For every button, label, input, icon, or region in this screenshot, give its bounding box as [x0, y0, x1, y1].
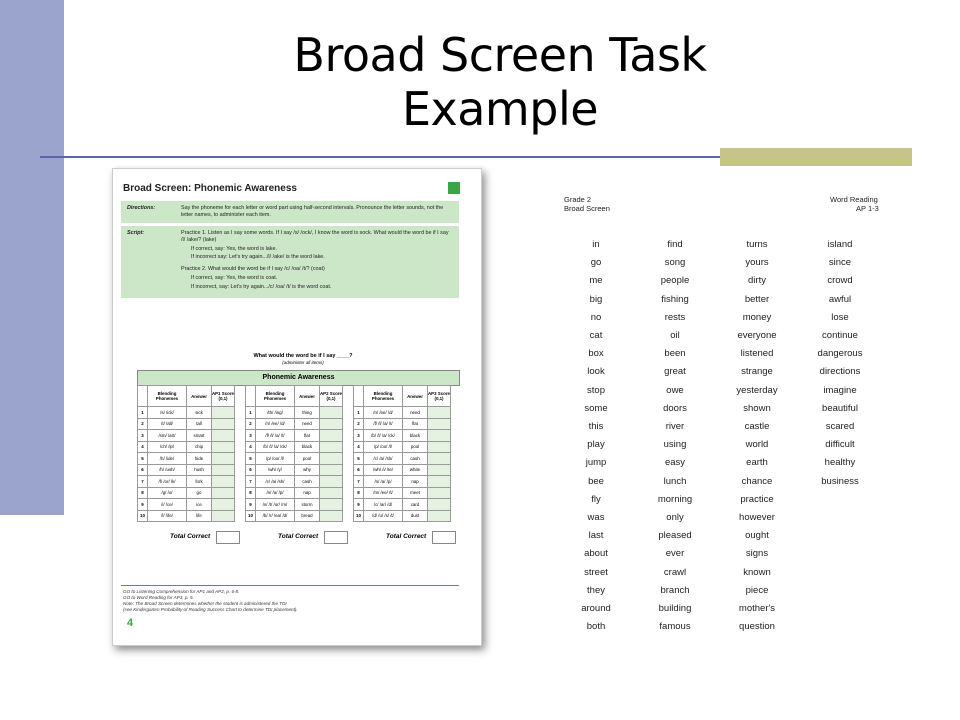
- word-item: branch: [660, 584, 690, 596]
- word-item: however: [739, 512, 775, 523]
- title-underline-accent: [720, 148, 912, 166]
- word-item: difficult: [825, 439, 855, 451]
- answer-cell: pool: [403, 441, 428, 453]
- word-item: morning: [657, 493, 693, 505]
- word-item: building: [658, 603, 692, 614]
- answer-cell: white: [403, 464, 428, 476]
- word-item: beautiful: [822, 402, 858, 414]
- answer-cell: card: [403, 499, 428, 511]
- score-cell: [212, 499, 235, 511]
- word-item: directions: [819, 366, 861, 378]
- word-item: no: [590, 311, 602, 323]
- word-item: owe: [666, 384, 684, 396]
- item-number: 5: [354, 453, 364, 465]
- word-item: crawl: [663, 566, 687, 578]
- word-item: song: [664, 257, 686, 269]
- ap1-table: [137, 385, 235, 522]
- word-item: about: [584, 548, 608, 560]
- phonemic-awareness-page: [112, 168, 482, 646]
- table-row: [354, 407, 451, 419]
- item-number: 10: [354, 510, 364, 522]
- word-item: awful: [828, 293, 852, 305]
- answer-cell: pool: [295, 453, 320, 465]
- word-item: oil: [670, 330, 680, 341]
- answer-cell: hush: [187, 464, 212, 476]
- table-row: [246, 418, 343, 430]
- question-subtext: (administer all items): [282, 360, 324, 365]
- col-header-number: [354, 386, 364, 407]
- answer-cell: hide: [187, 453, 212, 465]
- word-item: was: [587, 512, 605, 523]
- phoneme-cell: /c/ /ar/ /d/: [364, 499, 403, 511]
- answer-cell: cash: [403, 453, 428, 465]
- item-number: 3: [354, 430, 364, 442]
- word-item: people: [660, 275, 690, 287]
- answer-cell: fork: [187, 476, 212, 488]
- script-box: [121, 226, 459, 298]
- phoneme-cell: /f/ /or/ /k/: [148, 476, 187, 488]
- table-row: [246, 441, 343, 453]
- word-item: me: [589, 275, 603, 287]
- script-line: If incorrect, say: Let's try again.../c/ /oa/ /t/ is the word coat.: [191, 284, 332, 290]
- score-cell: [320, 487, 343, 499]
- answer-cell: nap: [403, 476, 428, 488]
- grade-label: Grade 2: [564, 195, 592, 204]
- col-header-blending: Blending Phonemes: [148, 386, 187, 407]
- word-item: yours: [745, 257, 769, 269]
- phoneme-cell: /p/ /oo/ /l/: [364, 441, 403, 453]
- phoneme-cell: /b/ /r/ /ea/ /d/: [256, 510, 295, 522]
- table-row: [354, 499, 451, 511]
- col-header-score: AP1 Score (0,1): [212, 386, 235, 407]
- word-item: practice: [740, 493, 774, 505]
- total-correct-label: Total Correct: [386, 533, 427, 540]
- col-header-score: AP2 Score (0,1): [320, 386, 343, 407]
- score-cell: [212, 487, 235, 499]
- table-row: [246, 476, 343, 488]
- word-item: rests: [664, 311, 686, 323]
- word-item: island: [827, 239, 853, 250]
- total-correct-label: Total Correct: [278, 533, 319, 540]
- footer-line: GO to Word Reading for AP3, p. 5.: [123, 595, 194, 600]
- phoneme-cell: /ch/ /ip/: [148, 441, 187, 453]
- score-cell: [212, 441, 235, 453]
- green-square-icon: [448, 182, 460, 194]
- word-reading-label: Word Reading: [830, 195, 878, 204]
- phoneme-cell: /m/ /ee/ /t/: [364, 487, 403, 499]
- answer-cell: need: [295, 418, 320, 430]
- word-item: lunch: [663, 475, 687, 487]
- word-item: famous: [659, 621, 691, 633]
- item-number: 6: [354, 464, 364, 476]
- answer-cell: meet: [403, 487, 428, 499]
- item-number: 1: [354, 407, 364, 419]
- word-item: chance: [741, 475, 773, 487]
- word-item: jump: [585, 457, 607, 469]
- word-item: ought: [745, 530, 769, 542]
- word-item: river: [665, 421, 685, 432]
- answer-cell: need: [403, 407, 428, 419]
- table-row: [138, 510, 235, 522]
- table-row: [138, 430, 235, 442]
- answer-cell: go: [187, 487, 212, 499]
- word-item: they: [587, 584, 605, 596]
- phoneme-cell: /n/ /ee/ /d/: [256, 418, 295, 430]
- word-item: this: [588, 421, 604, 432]
- score-cell: [428, 476, 451, 488]
- word-item: castle: [744, 421, 770, 432]
- answer-cell: life: [187, 510, 212, 522]
- phoneme-cell: /h/ /ush/: [148, 464, 187, 476]
- answer-cell: black: [403, 430, 428, 442]
- footer-notes: [123, 589, 443, 613]
- phoneme-cell: /sm/ /art/: [148, 430, 187, 442]
- phoneme-cell: /s/ /t/ /or/ /m/: [256, 499, 295, 511]
- score-cell: [320, 407, 343, 419]
- item-number: 6: [246, 464, 256, 476]
- score-cell: [320, 430, 343, 442]
- item-number: 7: [138, 476, 148, 488]
- word-item: continue: [822, 330, 858, 341]
- item-number: 8: [354, 487, 364, 499]
- ap2-table: [245, 385, 343, 522]
- score-cell: [428, 453, 451, 465]
- left-accent-bar: [0, 0, 64, 515]
- answer-cell: flat: [403, 418, 428, 430]
- footer-line: (see Kindergarten Probability of Reading Success Chart to determine TDI placement).: [123, 607, 298, 612]
- phoneme-cell: /wh/ /y/: [256, 464, 295, 476]
- score-cell: [428, 499, 451, 511]
- item-number: 3: [138, 430, 148, 442]
- table-row: [138, 487, 235, 499]
- word-item: ever: [665, 548, 685, 560]
- phoneme-cell: /n/ /ee/ /d/: [364, 407, 403, 419]
- item-number: 2: [138, 418, 148, 430]
- page-number: 4: [127, 617, 134, 629]
- score-cell: [320, 464, 343, 476]
- item-number: 1: [246, 407, 256, 419]
- script-line: If correct, say: Yes, the word is coat.: [191, 275, 278, 281]
- table-row: [138, 453, 235, 465]
- phoneme-cell: /b/ /l/ /a/ /ck/: [256, 441, 295, 453]
- col-header-blending: Blending Phonemes: [364, 386, 403, 407]
- table-row: [246, 510, 343, 522]
- phoneme-cell: /h/ /ide/: [148, 453, 187, 465]
- phoneme-cell: /s/ /ick/: [148, 407, 187, 419]
- item-number: 3: [246, 430, 256, 442]
- word-item: doors: [663, 402, 687, 414]
- table-row: [354, 418, 451, 430]
- word-item: fishing: [661, 293, 689, 305]
- phoneme-cell: /n/ /a/ /p/: [364, 476, 403, 488]
- col-header-blending: Blending Phonemes: [256, 386, 295, 407]
- answer-cell: chip: [187, 441, 212, 453]
- word-item: earth: [746, 457, 768, 469]
- word-item: turns: [746, 239, 768, 250]
- word-item: find: [667, 239, 683, 250]
- item-number: 2: [246, 418, 256, 430]
- word-item: some: [584, 402, 608, 414]
- col-header-answer: Answer: [403, 386, 428, 407]
- score-cell: [320, 476, 343, 488]
- score-cell: [212, 430, 235, 442]
- item-number: 8: [138, 487, 148, 499]
- table-row: [138, 464, 235, 476]
- word-item: play: [587, 439, 605, 451]
- phoneme-cell: /l/ /ife/: [148, 510, 187, 522]
- phoneme-cell: /n/ /a/ /p/: [256, 487, 295, 499]
- phoneme-cell: /f/ /l/ /a/ /t/: [364, 418, 403, 430]
- item-number: 4: [354, 441, 364, 453]
- table-row: [354, 430, 451, 442]
- score-cell: [428, 418, 451, 430]
- script-line: Practice 2. What would the word be if I say /c/ /oa/ /t/? (coat): [181, 266, 325, 272]
- score-cell: [212, 453, 235, 465]
- phoneme-cell: /c/ /a/ /sh/: [256, 476, 295, 488]
- slide-title-line2: Example: [401, 82, 599, 136]
- table-row: [138, 418, 235, 430]
- word-item: imagine: [823, 384, 857, 396]
- word-item: business: [821, 475, 859, 487]
- word-item: pleased: [658, 530, 692, 542]
- col-header-score: AP3 Score (0,1): [428, 386, 451, 407]
- word-item: signs: [745, 548, 769, 560]
- answer-cell: thing: [295, 407, 320, 419]
- score-cell: [428, 407, 451, 419]
- table-row: [354, 464, 451, 476]
- score-cell: [428, 441, 451, 453]
- col-header-answer: Answer: [187, 386, 212, 407]
- score-cell: [320, 453, 343, 465]
- total-correct-box: [324, 531, 348, 544]
- table-row: [246, 464, 343, 476]
- answer-cell: storm: [295, 499, 320, 511]
- phoneme-cell: /b/ /l/ /a/ /ck/: [364, 430, 403, 442]
- script-line: If correct, say: Yes, the word is lake.: [191, 246, 277, 252]
- score-cell: [428, 430, 451, 442]
- table-row: [354, 476, 451, 488]
- word-item: dirty: [748, 275, 766, 287]
- score-cell: [320, 510, 343, 522]
- footer-divider: [121, 585, 459, 586]
- answer-cell: sick: [187, 407, 212, 419]
- answer-cell: cash: [295, 476, 320, 488]
- total-correct-box: [432, 531, 456, 544]
- word-item: both: [586, 621, 606, 633]
- table-row: [246, 487, 343, 499]
- word-item: stop: [587, 384, 605, 396]
- word-item: great: [664, 366, 686, 378]
- directions-box: [121, 201, 459, 223]
- phoneme-cell: /d/ /u/ /s/ /t/: [364, 510, 403, 522]
- answer-cell: nap: [295, 487, 320, 499]
- item-number: 9: [354, 499, 364, 511]
- script-label: Script:: [127, 230, 145, 236]
- phoneme-cell: /wh/ /i/ /te/: [364, 464, 403, 476]
- phoneme-cell: /i/ /ce/: [148, 499, 187, 511]
- slide-title-line1: Broad Screen Task: [293, 28, 707, 82]
- word-item: world: [745, 439, 769, 451]
- score-cell: [320, 418, 343, 430]
- answer-cell: bread: [295, 510, 320, 522]
- table-row: [246, 407, 343, 419]
- word-item: dangerous: [817, 348, 863, 360]
- word-item: only: [666, 512, 684, 523]
- answer-cell: ice: [187, 499, 212, 511]
- table-row: [246, 430, 343, 442]
- item-number: 10: [246, 510, 256, 522]
- word-item: strange: [741, 366, 773, 378]
- word-item: question: [739, 621, 775, 633]
- phoneme-cell: /p/ /oo/ /l/: [256, 453, 295, 465]
- word-item: everyone: [737, 330, 777, 341]
- table-title: Phonemic Awareness: [137, 370, 460, 386]
- directions-text: Say the phoneme for each letter or word part using half-second intervals. Pronounce the letter sounds, not the letter names, to administer each item.: [181, 205, 444, 218]
- score-cell: [212, 418, 235, 430]
- answer-cell: why: [295, 464, 320, 476]
- item-number: 8: [246, 487, 256, 499]
- item-number: 5: [138, 453, 148, 465]
- word-item: better: [744, 293, 770, 305]
- score-cell: [212, 464, 235, 476]
- word-item: shown: [743, 402, 771, 414]
- script-line: If incorrect say: Let's try again.../l/ /ake/ is the word lake.: [191, 254, 325, 260]
- word-item: scared: [825, 421, 855, 432]
- word-item: using: [663, 439, 687, 451]
- table-row: [138, 407, 235, 419]
- score-cell: [428, 487, 451, 499]
- table-row: [354, 510, 451, 522]
- phoneme-cell: /f/ /l/ /a/ /t/: [256, 430, 295, 442]
- footer-line: Note: The Broad Screen determines whether the student is administered the TDI: [123, 601, 287, 606]
- table-row: [138, 441, 235, 453]
- word-item: in: [592, 239, 600, 250]
- screen-label: Broad Screen: [564, 204, 610, 213]
- word-item: street: [584, 566, 608, 578]
- word-item: look: [587, 366, 605, 378]
- table-row: [354, 453, 451, 465]
- total-correct-box: [216, 531, 240, 544]
- word-item: box: [588, 348, 604, 360]
- word-item: healthy: [824, 457, 856, 469]
- item-number: 5: [246, 453, 256, 465]
- word-item: easy: [664, 457, 686, 469]
- table-row: [246, 453, 343, 465]
- word-item: last: [588, 530, 604, 542]
- item-number: 9: [138, 499, 148, 511]
- answer-cell: black: [295, 441, 320, 453]
- score-cell: [320, 499, 343, 511]
- word-item: listened: [740, 348, 774, 360]
- score-cell: [212, 407, 235, 419]
- table-row: [138, 499, 235, 511]
- ap3-table: [353, 385, 451, 522]
- word-item: piece: [745, 584, 769, 596]
- item-number: 6: [138, 464, 148, 476]
- slide-title: [150, 28, 850, 136]
- word-item: crowd: [827, 275, 853, 287]
- phoneme-cell: /g/ /o/: [148, 487, 187, 499]
- score-cell: [428, 464, 451, 476]
- answer-cell: flat: [295, 430, 320, 442]
- question-text: What would the word be if I say ____?: [253, 353, 353, 359]
- table-row: [138, 476, 235, 488]
- word-item: big: [589, 293, 603, 305]
- footer-line: GO to Listening Comprehension for AP1 and AP2, p. 6-8.: [123, 589, 240, 594]
- word-item: been: [664, 348, 686, 360]
- item-number: 10: [138, 510, 148, 522]
- item-number: 7: [246, 476, 256, 488]
- item-number: 2: [354, 418, 364, 430]
- score-cell: [212, 510, 235, 522]
- phoneme-cell: /t/ /all/: [148, 418, 187, 430]
- answer-cell: smart: [187, 430, 212, 442]
- item-number: 9: [246, 499, 256, 511]
- score-cell: [428, 510, 451, 522]
- script-line: Practice 1. Listen as I say some words. If I say /s/ /ock/, I know the word is sock. What would the word be if I say /l/ /ake/? (lake): [181, 230, 449, 243]
- word-item: fly: [591, 493, 601, 505]
- word-item: bee: [588, 475, 604, 487]
- item-number: 4: [138, 441, 148, 453]
- answer-cell: tall: [187, 418, 212, 430]
- item-number: 4: [246, 441, 256, 453]
- word-item: money: [742, 311, 772, 323]
- word-item: go: [590, 257, 602, 269]
- score-cell: [212, 476, 235, 488]
- ap-range-label: AP 1-3: [856, 204, 879, 213]
- score-cell: [320, 441, 343, 453]
- item-number: 1: [138, 407, 148, 419]
- col-header-answer: Answer: [295, 386, 320, 407]
- col-header-number: [138, 386, 148, 407]
- table-row: [354, 487, 451, 499]
- word-item: yesterday: [736, 384, 778, 396]
- total-correct-label: Total Correct: [170, 533, 211, 540]
- word-item: since: [828, 257, 852, 269]
- word-item: around: [581, 603, 611, 614]
- phoneme-cell: /c/ /a/ /sh/: [364, 453, 403, 465]
- word-item: cat: [589, 330, 603, 341]
- word-item: lose: [831, 311, 849, 323]
- col-header-number: [246, 386, 256, 407]
- phoneme-cell: /th/ /ing/: [256, 407, 295, 419]
- page-title: Broad Screen: Phonemic Awareness: [123, 183, 297, 194]
- answer-cell: dust: [403, 510, 428, 522]
- word-item: known: [743, 566, 771, 578]
- word-item: mother's: [738, 603, 776, 614]
- directions-label: Directions:: [127, 205, 156, 211]
- table-row: [246, 499, 343, 511]
- table-row: [354, 441, 451, 453]
- item-number: 7: [354, 476, 364, 488]
